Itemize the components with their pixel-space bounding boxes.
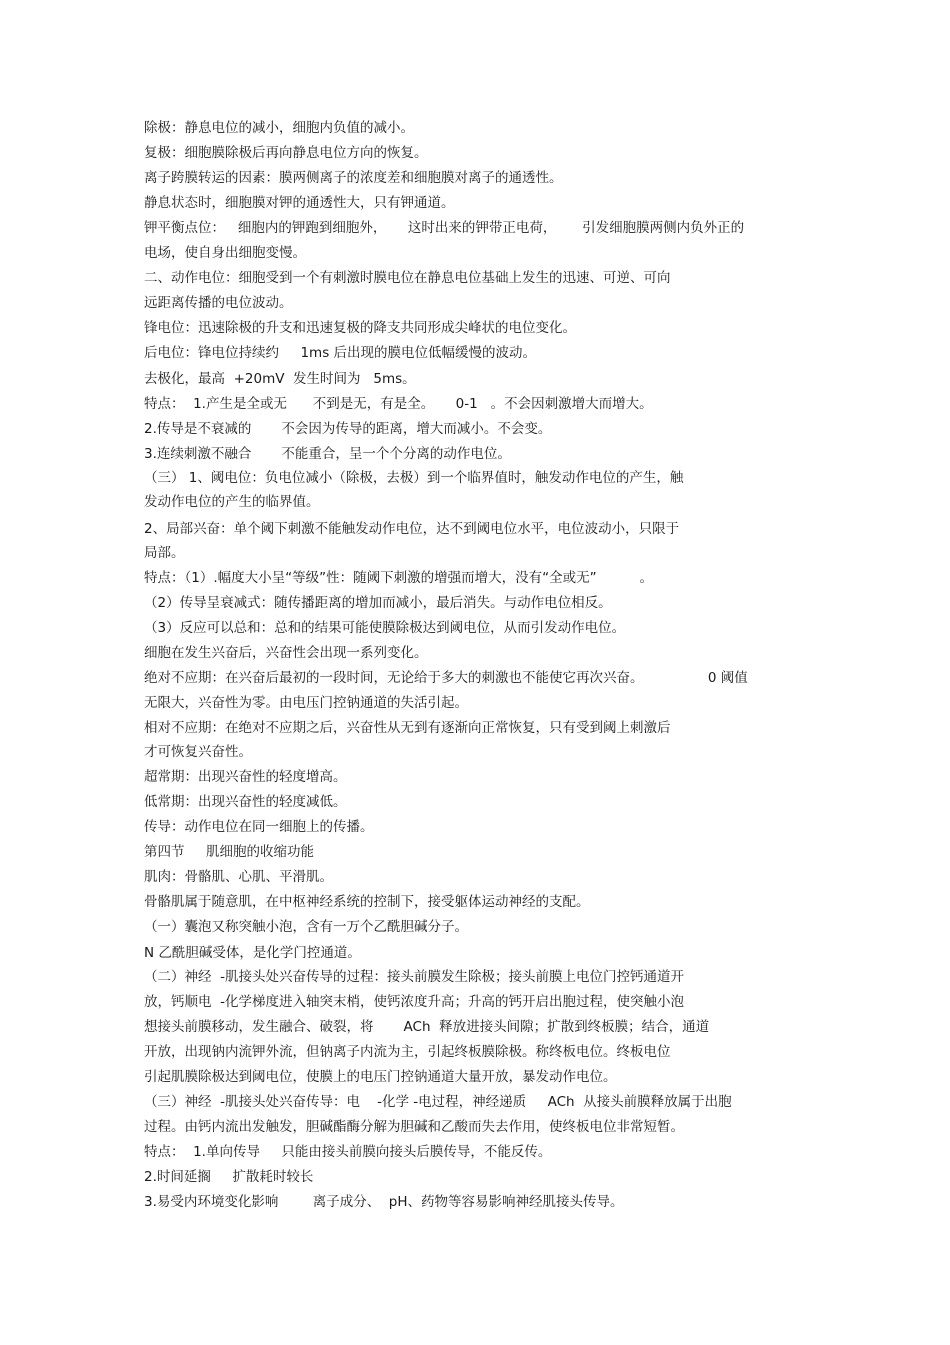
text-line: 复极：细胞膜除极后再向静息电位方向的恢复。 — [144, 145, 428, 161]
text-line: 特点：（1）.幅度大小呈“等级”性：随阈下刺激的增强而增大，没有“全或无” 。 — [144, 570, 654, 586]
text-line: 肌肉：骨骼肌、心肌、平滑肌。 — [144, 869, 333, 885]
text-line: 去极化，最高 +20mV 发生时间为 5ms。 — [144, 371, 416, 387]
text-line: 骨骼肌属于随意肌，在中枢神经系统的控制下，接受躯体运动神经的支配。 — [144, 894, 590, 910]
text-line: 才可恢复兴奋性。 — [144, 744, 252, 760]
text-line: 二、动作电位：细胞受到一个有刺激时膜电位在静息电位基础上发生的迅速、可逆、可向 — [144, 270, 671, 286]
text-line: 2.传导是不衰减的 不会因为传导的距离，增大而减小。不会变。 — [144, 421, 552, 437]
text-line: （三） 1、阈电位：负电位减小（除极，去极）到一个临界值时，触发动作电位的产生，触 — [144, 470, 684, 486]
text-line: 后电位：锋电位持续约 1ms 后出现的膜电位低幅缓慢的波动。 — [144, 345, 537, 361]
text-line: （2）传导呈衰减式：随传播距离的增加而减小，最后消失。与动作电位相反。 — [144, 595, 612, 611]
text-line: 传导：动作电位在同一细胞上的传播。 — [144, 819, 374, 835]
text-line: 特点： 1.单向传导 只能由接头前膜向接头后膜传导，不能反传。 — [144, 1144, 552, 1160]
text-line: 超常期：出现兴奋性的轻度增高。 — [144, 769, 347, 785]
text-line: 远距离传播的电位波动。 — [144, 295, 293, 311]
text-line: 第四节 肌细胞的收缩功能 — [144, 844, 314, 860]
text-line: 低常期：出现兴奋性的轻度减低。 — [144, 794, 347, 810]
text-line: 特点： 1.产生是全或无 不到是无，有是全。 0-1 。不会因刺激增大而增大。 — [144, 396, 653, 412]
text-line: 细胞在发生兴奋后，兴奋性会出现一系列变化。 — [144, 645, 428, 661]
text-line: 3.易受内环境变化影响 离子成分、 pH、药物等容易影响神经肌接头传导。 — [144, 1194, 624, 1210]
text-line: 3.连续刺激不融合 不能重合，呈一个个分离的动作电位。 — [144, 446, 511, 462]
text-line: 绝对不应期：在兴奋后最初的一段时间，无论给于多大的刺激也不能使它再次兴奋。 0 阈值 — [144, 670, 748, 686]
text-line: 锋电位：迅速除极的升支和迅速复极的降支共同形成尖峰状的电位变化。 — [144, 320, 576, 336]
text-line: 引起肌膜除极达到阈电位，使膜上的电压门控钠通道大量开放，暴发动作电位。 — [144, 1069, 617, 1085]
text-line: 2、局部兴奋：单个阈下刺激不能触发动作电位，达不到阈电位水平，电位波动小，只限于 — [144, 521, 680, 537]
text-line: 钾平衡点位： 细胞内的钾跑到细胞外， 这时出来的钾带正电荷， 引发细胞膜两侧内负外正的 — [144, 220, 745, 236]
text-line: 发动作电位的产生的临界值。 — [144, 494, 320, 510]
text-line: 静息状态时，细胞膜对钾的通透性大，只有钾通道。 — [144, 195, 455, 211]
text-line: 电场，使自身出细胞变慢。 — [144, 245, 306, 261]
text-line: （一）囊泡又称突触小泡，含有一万个乙酰胆碱分子。 — [144, 919, 468, 935]
text-line: N 乙酰胆碱受体，是化学门控通道。 — [144, 945, 361, 961]
text-line: 局部。 — [144, 545, 185, 561]
text-line: （3）反应可以总和：总和的结果可能使膜除极达到阈电位，从而引发动作电位。 — [144, 620, 626, 636]
text-line: 除极：静息电位的减小，细胞内负值的减小。 — [144, 120, 414, 136]
text-line: （三）神经 -肌接头处兴奋传导：电 -化学 -电过程，神经递质 ACh 从接头前膜释放属于出胞 — [144, 1094, 732, 1110]
text-line: （二）神经 -肌接头处兴奋传导的过程：接头前膜发生除极；接头前膜上电位门控钙通道开 — [144, 969, 684, 985]
text-line: 放，钙顺电 -化学梯度进入轴突末梢，使钙浓度升高；升高的钙开启出胞过程，使突触小泡 — [144, 994, 684, 1010]
text-line: 相对不应期：在绝对不应期之后，兴奋性从无到有逐渐向正常恢复，只有受到阈上刺激后 — [144, 720, 671, 736]
text-line: 离子跨膜转运的因素：膜两侧离子的浓度差和细胞膜对离子的通透性。 — [144, 170, 563, 186]
text-line: 想接头前膜移动，发生融合、破裂，将 ACh 释放进接头间隙；扩散到终板膜；结合，通道 — [144, 1019, 710, 1035]
text-line: 开放，出现钠内流钾外流，但钠离子内流为主，引起终板膜除极。称终板电位。终板电位 — [144, 1044, 671, 1060]
text-line: 过程。由钙内流出发触发，胆碱酯酶分解为胆碱和乙酸而失去作用，使终板电位非常短暂。 — [144, 1119, 684, 1135]
text-line: 2.时间延搁 扩散耗时较长 — [144, 1169, 314, 1185]
text-line: 无限大，兴奋性为零。由电压门控钠通道的失活引起。 — [144, 695, 468, 711]
